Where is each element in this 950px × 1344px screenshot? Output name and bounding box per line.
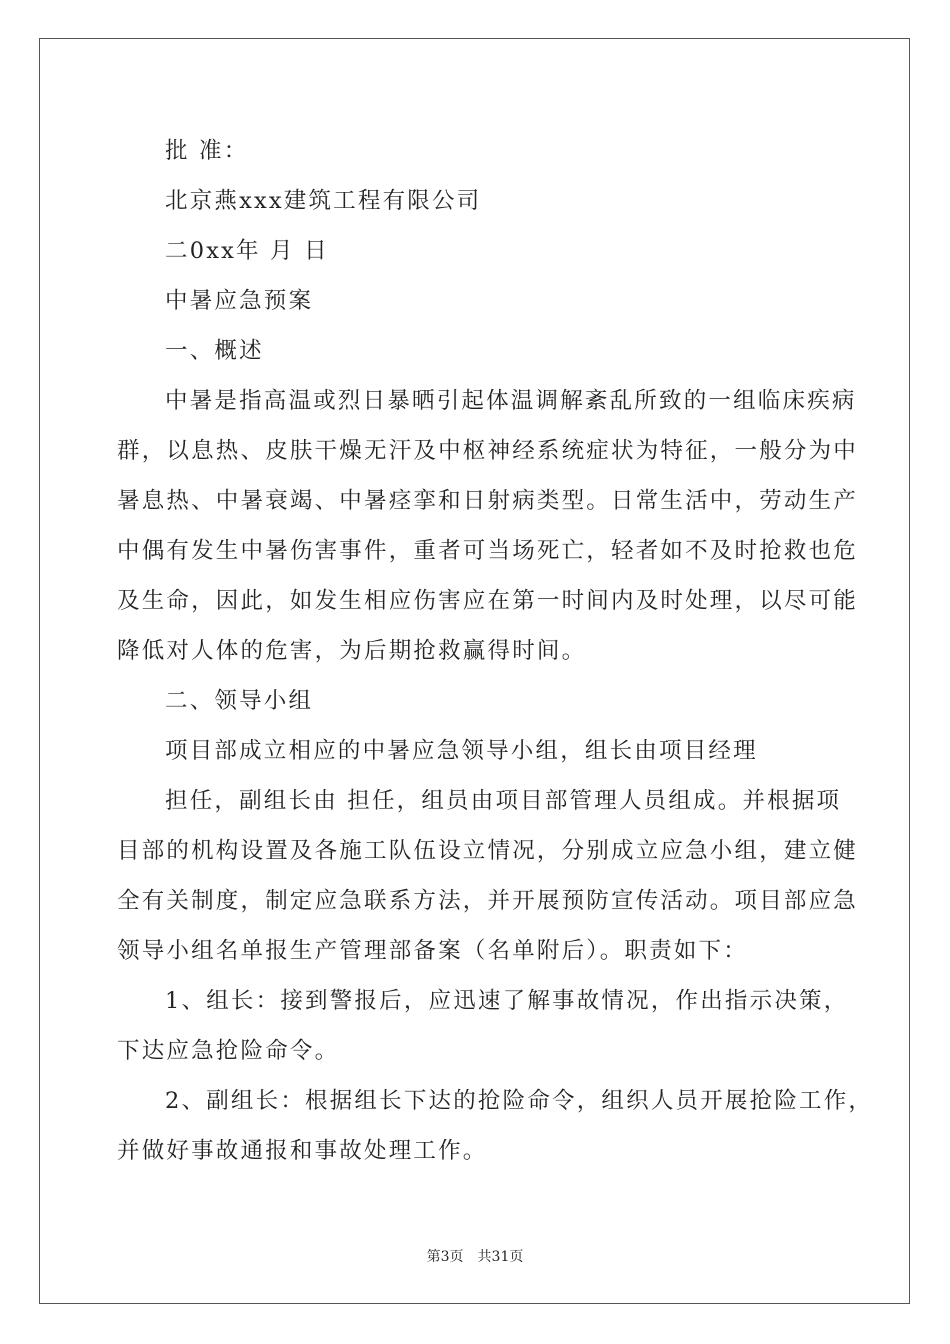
approval-line: 批 准： (165, 138, 249, 164)
paragraph-line: 中暑是指高温或烈日暴晒引起体温调解紊乱所致的一组临床疾病 (165, 388, 857, 414)
duty-item-continuation: 并做好事故通报和事故处理工作。 (117, 1138, 488, 1164)
paragraph-line: 暑息热、中暑衰竭、中暑痉挛和日射病类型。日常生活中，劳动生产 (117, 488, 859, 514)
date-line: 二0xx年 月 日 (165, 238, 329, 264)
duty-item-continuation: 下达应急抢险命令。 (117, 1038, 340, 1064)
document-title: 中暑应急预案 (165, 288, 314, 314)
paragraph-line: 降低对人体的危害，为后期抢救赢得时间。 (117, 638, 587, 664)
duty-item: 1、组长：接到警报后，应迅速了解事故情况，作出指示决策， (165, 988, 849, 1014)
section-heading-overview: 一、概述 (165, 338, 264, 364)
page-total: 共31页 (477, 1249, 524, 1265)
duty-item: 2、副组长：根据组长下达的抢险命令，组织人员开展抢险工作， (165, 1088, 874, 1114)
paragraph-line: 中偶有发生中暑伤害事件，重者可当场死亡，轻者如不及时抢救也危 (117, 538, 859, 564)
document-body (117, 126, 874, 1176)
paragraph-line: 群，以息热、皮肤干燥无汗及中枢神经系统症状为特征，一般分为中 (117, 438, 859, 464)
page-number: 第3页 (426, 1249, 464, 1265)
section-heading-leadership: 二、领导小组 (165, 688, 314, 714)
paragraph-line: 全有关制度，制定应急联系方法，并开展预防宣传活动。项目部应急 (117, 888, 859, 914)
paragraph-line: 目部的机构设置及各施工队伍设立情况，分别成立应急小组，建立健 (117, 838, 859, 864)
company-name: 北京燕xxx建筑工程有限公司 (165, 188, 482, 214)
paragraph-line: 担任，副组长由 担任，组员由项目部管理人员组成。并根据项 (165, 788, 842, 814)
paragraph-line: 及生命，因此，如发生相应伤害应在第一时间内及时处理，以尽可能 (117, 588, 859, 614)
paragraph-line: 项目部成立相应的中暑应急领导小组，组长由项目经理 (165, 738, 758, 764)
paragraph-line: 领导小组名单报生产管理部备案（名单附后）。职责如下： (117, 938, 748, 964)
page-footer (0, 1246, 950, 1266)
